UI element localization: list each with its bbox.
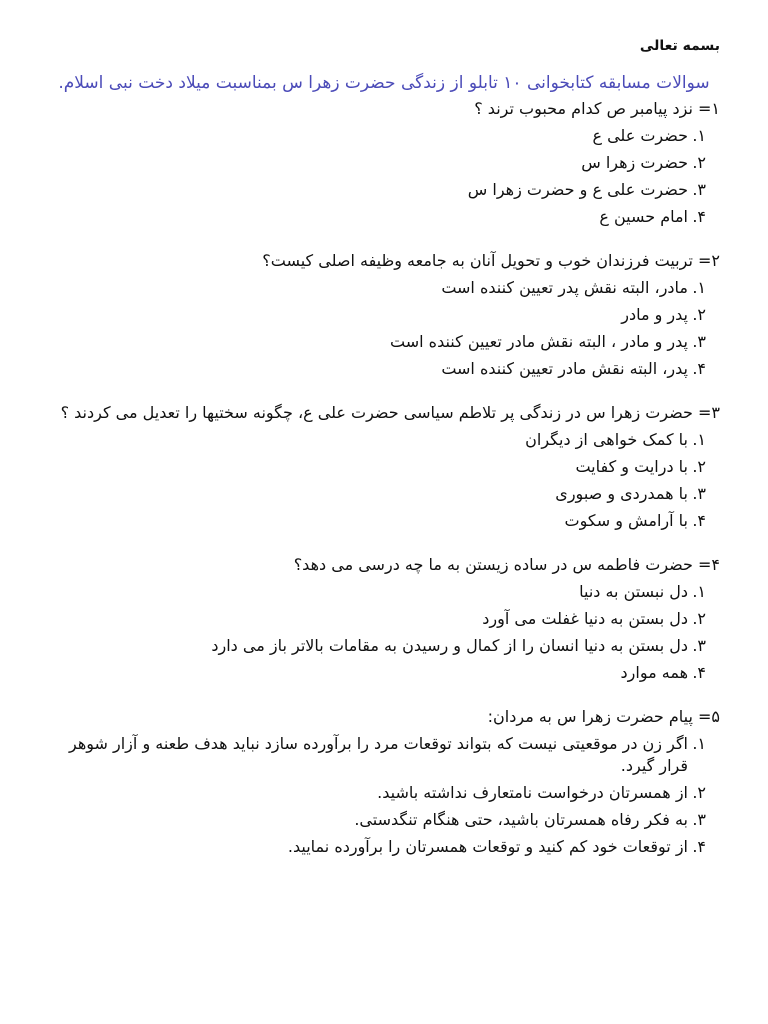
option-number: ۱. xyxy=(692,278,706,297)
option-number: ۴. xyxy=(692,359,706,378)
header-basmala: بسمه تعالی xyxy=(639,38,720,54)
question-5 xyxy=(48,706,720,858)
option-number: ۴. xyxy=(692,663,706,682)
option-number: ۱. xyxy=(692,430,706,449)
option-item xyxy=(48,429,706,451)
option-item xyxy=(48,733,706,777)
option-number: ۱. xyxy=(692,582,706,601)
option-text: حضرت زهرا س xyxy=(581,153,688,172)
option-number: ۳. xyxy=(692,332,706,351)
option-item xyxy=(48,179,706,201)
question-2 xyxy=(48,250,720,380)
option-number: ۲. xyxy=(692,457,706,476)
option-item xyxy=(48,331,706,353)
option-text: دل بستن به دنیا انسان را از کمال و رسیدن به مقامات بالاتر باز می دارد xyxy=(211,636,688,655)
question-text: ۲= تربیت فرزندان خوب و تحویل آنان به جامعه وظیفه اصلی کیست؟ xyxy=(262,251,720,270)
option-item xyxy=(48,125,706,147)
option-text: با همدردی و صبوری xyxy=(555,484,688,503)
option-text: دل بستن به دنیا غفلت می آورد xyxy=(482,609,688,628)
option-item xyxy=(48,456,706,478)
option-text: پدر و مادر xyxy=(621,305,688,324)
option-number: ۳. xyxy=(692,180,706,199)
document-title: سوالات مسابقه کتابخوانی ۱۰ تابلو از زندگی حضرت زهرا س بمناسبت میلاد دخت نبی اسلام. xyxy=(58,73,710,93)
option-text: حضرت علی ع و حضرت زهرا س xyxy=(467,180,688,199)
option-number: ۲. xyxy=(692,153,706,172)
options-list xyxy=(48,581,720,684)
option-item xyxy=(48,358,706,380)
option-text: همه موارد xyxy=(620,663,688,682)
option-item xyxy=(48,608,706,630)
option-number: ۱. xyxy=(692,734,706,753)
question-4 xyxy=(48,554,720,684)
question-text: ۱= نزد پیامبر ص کدام محبوب ترند ؟ xyxy=(474,99,720,118)
option-number: ۲. xyxy=(692,305,706,324)
option-item xyxy=(48,782,706,804)
option-item xyxy=(48,836,706,858)
option-text: از توقعات خود کم کنید و توقعات همسرتان را برآورده نمایید. xyxy=(287,837,688,856)
option-text: پدر و مادر ، البته نقش مادر تعیین کننده است xyxy=(390,332,688,351)
option-text: با آرامش و سکوت xyxy=(564,511,688,530)
option-number: ۳. xyxy=(692,810,706,829)
option-item xyxy=(48,206,706,228)
option-number: ۳. xyxy=(692,636,706,655)
option-number: ۴. xyxy=(692,207,706,226)
option-text: پدر، البته نقش مادر تعیین کننده است xyxy=(441,359,688,378)
question-text: ۴= حضرت فاطمه س در ساده زیستن به ما چه درسی می دهد؟ xyxy=(293,555,720,574)
options-list xyxy=(48,125,720,228)
question-1 xyxy=(48,98,720,228)
options-list xyxy=(48,429,720,532)
option-item xyxy=(48,304,706,326)
option-number: ۲. xyxy=(692,783,706,802)
options-list xyxy=(48,733,720,858)
option-text: اگر زن در موقعیتی نیست که بتواند توقعات مرد را برآورده سازد نباید هدف طعنه و آزار شوهر قرار گیرد. xyxy=(68,734,688,775)
question-text: ۵= پیام حضرت زهرا س به مردان: xyxy=(487,707,720,726)
option-number: ۱. xyxy=(692,126,706,145)
option-text: دل نبستن به دنیا xyxy=(579,582,688,601)
option-text: به فکر رفاه همسرتان باشید، حتی هنگام تنگدستی. xyxy=(354,810,688,829)
option-text: با درایت و کفایت xyxy=(575,457,688,476)
option-text: با کمک خواهی از دیگران xyxy=(525,430,688,449)
option-text: امام حسین ع xyxy=(599,207,688,226)
option-item xyxy=(48,510,706,532)
question-text: ۳= حضرت زهرا س در زندگی پر تلاطم سیاسی حضرت علی ع، چگونه سختیها را تعدیل می کردند ؟ xyxy=(60,403,720,422)
option-number: ۴. xyxy=(692,511,706,530)
option-number: ۴. xyxy=(692,837,706,856)
option-number: ۲. xyxy=(692,609,706,628)
option-item xyxy=(48,635,706,657)
option-item xyxy=(48,152,706,174)
options-list xyxy=(48,277,720,380)
questions-list xyxy=(48,98,720,858)
option-item xyxy=(48,581,706,603)
option-text: مادر، البته نقش پدر تعیین کننده است xyxy=(441,278,688,297)
option-item xyxy=(48,483,706,505)
option-item xyxy=(48,809,706,831)
question-3 xyxy=(48,402,720,532)
option-item xyxy=(48,277,706,299)
option-item xyxy=(48,662,706,684)
option-text: از همسرتان درخواست نامتعارف نداشته باشید. xyxy=(377,783,688,802)
option-text: حضرت علی ع xyxy=(592,126,688,145)
option-number: ۳. xyxy=(692,484,706,503)
